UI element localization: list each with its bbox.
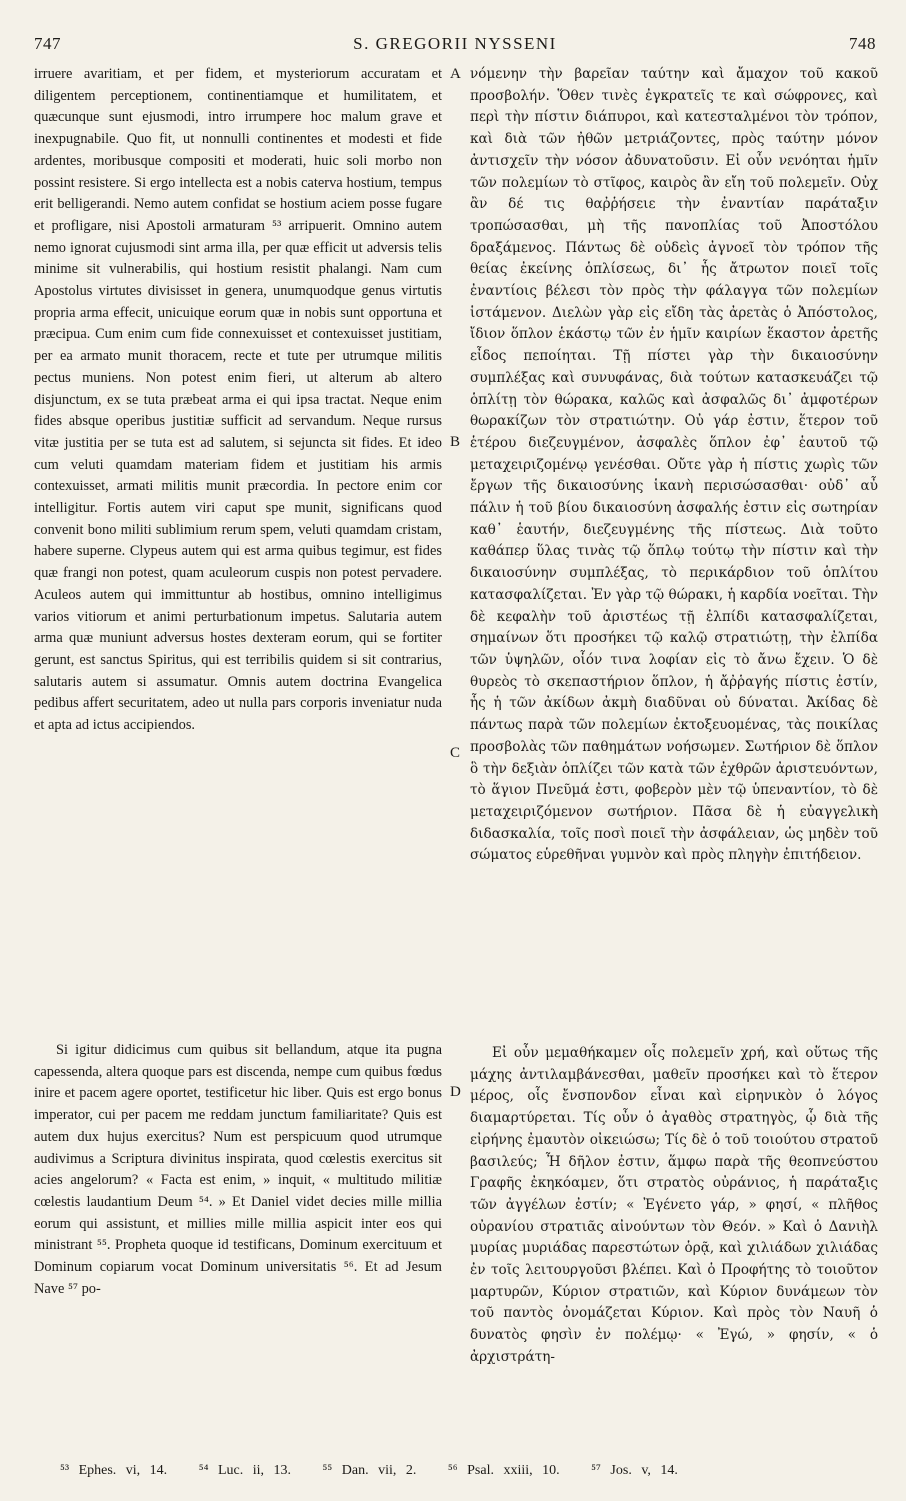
margin-marker-d: D [450,1084,461,1100]
greek-column-lower [470,1043,878,1369]
greek-paragraph-1: νόμενην τὴν βαρεῖαν ταύτην καὶ ἄμαχον τοῦ κακοῦ προσβολήν. Ὅθεν τινὲς ἐγκρατεῖς τε καὶ σώφρονες, καὶ περὶ τὴν πίστιν διάπυροι, καὶ κατεσταλμένοι τὸν τρόπον, καὶ διὰ τῶν ἠθῶν μετριάζοντες, πρὸς ταύτην μόνον ἀντισχεῖν τὴν νόσον ἀδυνατοῦσιν. Εἰ οὖν νενόηται ἡμῖν τῶν πολεμίων τὸ στῖφος, καιρὸς ἂν εἴη τοῦ πολεμεῖν. Οὐχ ἂν δέ τις θαῤῥήσειε τὴν ἐναντίαν παράταξιν τροπώσασθαι, μὴ τῆς πανοπλίας τοῦ Ἀποστόλου δραξάμενος. Πάντως δὲ οὐδεὶς ἀγνοεῖ τὸν τρόπον τῆς θείας ἐκείνης ὁπλίσεως, δι᾽ ἧς ἄτρωτον ποιεῖ τοῖς ἐναντίοις βέλεσι τὸν πρὸς τὴν φάλαγγα τῶν πολεμίων ἱστάμενον. Διελὼν γὰρ εἰς εἴδη τὰς ἀρετὰς ὁ Ἀπόστολος, ἴδιον ὅπλον ἑκάστῳ τῶν ἐν ἡμῖν καιρίων ἕκαστον ἀρετῆς εἶδος πεποίηται. Τῇ πίστει γὰρ τὴν δικαιοσύνην συμπλέξας καὶ συνυφάνας, διὰ τούτων κατασκευάζει τῷ ὁπλίτῃ τὸν θώρακα, καλῶς καὶ ἀσφαλῶς δι᾽ ἀμφοτέρων θωρακίζων τὸν στρατιώτην. Οὐ γάρ ἐστιν, ἕτερον τοῦ ἑτέρου διεζευγμένον, ἀσφαλὲς ὅπλον ἐφ᾽ ἑαυτοῦ τῷ μεταχειριζομένῳ γενέσθαι. Οὔτε γὰρ ἡ πίστις χωρὶς τῶν ἔργων τῆς δικαιοσύνης ἱκανὴ περισώσασθαι· οὐδ᾽ αὖ πάλιν ἡ τοῦ βίου δικαιοσύνη ἀσφαλής ἐστιν εἰς σωτηρίαν καθ᾽ ἑαυτήν, διεζευγμένης τῆς πίστεως. Διὰ τοῦτο καθάπερ ὕλας τινὰς τῷ ὅπλῳ τούτῳ τὴν πίστιν καὶ τὴν δικαιοσύνην συμπλέξας, τὸ περικάρδιον τοῦ ὁπλίτου κατασφαλίζεται. Ἐν γὰρ τῷ θώρακι, ἡ καρδία νοεῖται. Τὴν δὲ κεφαλὴν τοῦ ἀριστέως τῇ ἐλπίδι κατασφαλίζεται, σημαίνων ὅτι προσήκει τῷ καλῷ στρατιώτῃ, τὴν ἐλπίδα τῶν ὑψηλῶν, οἷόν τινα λοφίαν εἰς τὸ ἄνω ἔχειν. Ὁ δὲ θυρεὸς τὸ σκεπαστήριον ὅπλον, ἡ ἄῤῥαγής πίστις ἐστίν, ἧς ἡ τῶν ἀκίδων ἀκμὴ διαδῦναι οὐ δύναται. Ἀκίδας δὲ πάντως παρὰ τῶν πολεμίων ἐκτοξευομένας, τὰς ποικίλας προσβολὰς τῶν παθημάτων νοήσωμεν. Σωτήριον δὲ ὅπλον ὃ τὴν δεξιὰν ὁπλίζει τῶν κατὰ τῶν ἐχθρῶν ἀριστευόντων, τὸ ἅγιον Πνεῦμά ἐστι, φοβερὸν μὲν τῷ ὑπεναντίον, τὸ δὲ μεταχειριζόμενον σωτήριον. Πᾶσα δὲ ἡ εὐαγγελικὴ διδασκαλία, τοῖς ποσὶ ποιεῖ τὴν ἀσφάλειαν, ὡς μηδὲν τοῦ σώματος εὑρεθῆναι γυμνὸν καὶ πρὸς πληγὴν ἐπιτήδειον. [470,66,878,864]
page-header [34,34,876,58]
greek-paragraph-2: Εἰ οὖν μεμαθήκαμεν οἷς πολεμεῖν χρή, καὶ οὕτως τῆς μάχης ἀντιλαμβάνεσθαι, μαθεῖν προσήκει καὶ τὸ ἕτερον μέρος, οἷς ἔνσπονδον εἶναι καὶ εἰρηνικὸν ὁ λόγος διαμαρτύρεται. Τίς οὖν ὁ ἀγαθὸς στρατηγὸς, ᾧ διὰ τῆς εἰρήνης ἐμαυτὸν οἰκειώσω; Τίς δὲ ὁ τοῦ τοιούτου στρατοῦ βασιλεύς; Ἦ δῆλον ἐστιν, ἅμφω παρὰ τῆς θεοπνεύστου Γραφῆς ἐκηκόαμεν, ὅτι στρατὸς οὐράνιος, ἡ παράταξις τῶν ἀγγέλων ἐστίν; « Ἐγένετο γάρ, » φησί, « πλῆθος οὐρανίου στρατιᾶς αἰνούντων τὸν Θεόν. » Καὶ ὁ Δανιὴλ μυρίας μυριάδας παρεστώτων ὁρᾷ, καὶ χιλιάδων χιλιάδας ἐν τοῖς λειτουργοῦσι βλέπει. Καὶ ὁ Προφήτης τὸ τοιοῦτον μαρτυρῶν, Κύριον στρατιῶν, καὶ Κύριον δυνάμεων τὸν τοῦ παντὸς ὀνομάζεται Κύριον. Καὶ πρὸς τὸν Ναυῆ ὁ δυνατὸς φησὶν ἐν πολέμῳ· « Ἐγώ, » φησίν, « ὁ ἀρχιστράτη- [470,1045,878,1365]
latin-paragraph-2: Si igitur didicimus cum quibus sit bellandum, atque ita pugna capessenda, altera quoque pars est discenda, nempe cum quibus fœdus inire et pacem agere oportet, testificetur hic liber. Quis est ergo bonus imperator, cui per pacem me reddam junctum familiaritate? Quis est autem dux hujus exercitus? Num est perspicuum quod utrumque audivimus a Scriptura divinitus inspirata, quod cœlestis exercitus sit acies angelorum? « Facta est enim, » inquit, « multitudo militiæ cœlestis laudantium Deum ⁵⁴. » Et Daniel videt decies mille millia eorum qui assistunt, et millies mille millia aspicit inter eos qui ministrant ⁵⁵. Propheta quoque id testificans, Dominum exercituum et Dominum copiarum vocat Dominum universitatis ⁵⁶. Et ad Jesum Nave ⁵⁷ po- [34,1042,442,1297]
footnote-53: ⁵³ Ephes. vi, 14. [60,1463,168,1478]
footnote-57: ⁵⁷ Jos. v, 14. [591,1463,678,1478]
latin-paragraph-1: irruere avaritiam, et per fidem, et mysteriorum accuratam et diligentem perceptionem, continentiamque et humilitatem, et quæcunque sunt ejusmodi, intro irrumpere hoc malum grave et inexpugnabile. Quo fit, ut nonnulli continentes et modesti et fide ardentes, moribusque compositi et moderati, huic soli morbo non possint resistere. Si ergo intellecta est a nobis caterva hostium, tempus erit belligerandi. Nemo autem confidat se hostium aciem posse fugare et profligare, nisi Apostoli armaturam ⁵³ arripuerit. Omnino autem nemo ignorat cujusmodi sint arma illa, per quæ efficit ut adversis telis minime sit vulnerabilis, qui hostium resistit phalangi. Nam cum Apostolus virtutes divisisset in genera, unumquodque genus virtutis propria arma effecit, unicuique eorum quæ in nobis sunt opportuna et præcipua. Cum enim cum fide connexuisset et contexuisset justitiam, per ea armato munit thoracem, recte et tute per utrumque militis pectus muniens. Non potest enim fieri, ut alterum ab altero disjunctum, ex se tuta præbeat arma ei qui ipsa tractat. Neque enim fides absque operibus justitiæ sufficit ad servandum. Neque rursus vitæ justitia per se tuta est ad salutem, si sejuncta sit fides. Et ideo cum veluti quamdam materiam fidem et justitiam his armis contexuisset, armati militis munit præcordia. In pectore enim cor intelligitur. Fortis autem viri caput spe munit, significans quod convenit bono militi sublimium rerum spem, veluti quamdam cristam, habere superne. Clypeus autem qui est arma quibus tegimur, est fides quæ frangi non potest, quam aculeorum cuspis non potest pervadere. Aculeos autem qui immittuntur ab hostibus, omnino intelligimus varios vitiorum et animi perturbationum impetus. Salutaria autem arma quæ muniunt adversus hostes dexteram eorum, qui se fortiter gerunt, est sanctus Spiritus, qui est terribilis quidem si sit contrarius, salutaris autem si assumatur. Omnis autem doctrina Evangelica pedibus affert securitatem, adeo ut nulla pars corporis inveniatur nuda et apta ad ictus accipiendos. [34,66,442,734]
footnote-56: ⁵⁶ Psal. xxiii, 10. [447,1463,560,1478]
margin-marker-c: C [450,745,461,761]
running-title: S. GREGORII NYSSENI [353,34,557,53]
page-number-right: 748 [849,34,876,53]
latin-column-lower [34,1040,442,1300]
footnote-55: ⁵⁵ Dan. vii, 2. [322,1463,417,1478]
margin-marker-a: A [450,66,461,82]
greek-column-upper [470,64,878,867]
margin-marker-b: B [450,434,461,450]
page-number-left: 747 [34,34,61,53]
footnote-54: ⁵⁴ Luc. ii, 13. [198,1463,291,1478]
latin-column-upper [34,64,442,737]
footnotes [60,1463,846,1479]
